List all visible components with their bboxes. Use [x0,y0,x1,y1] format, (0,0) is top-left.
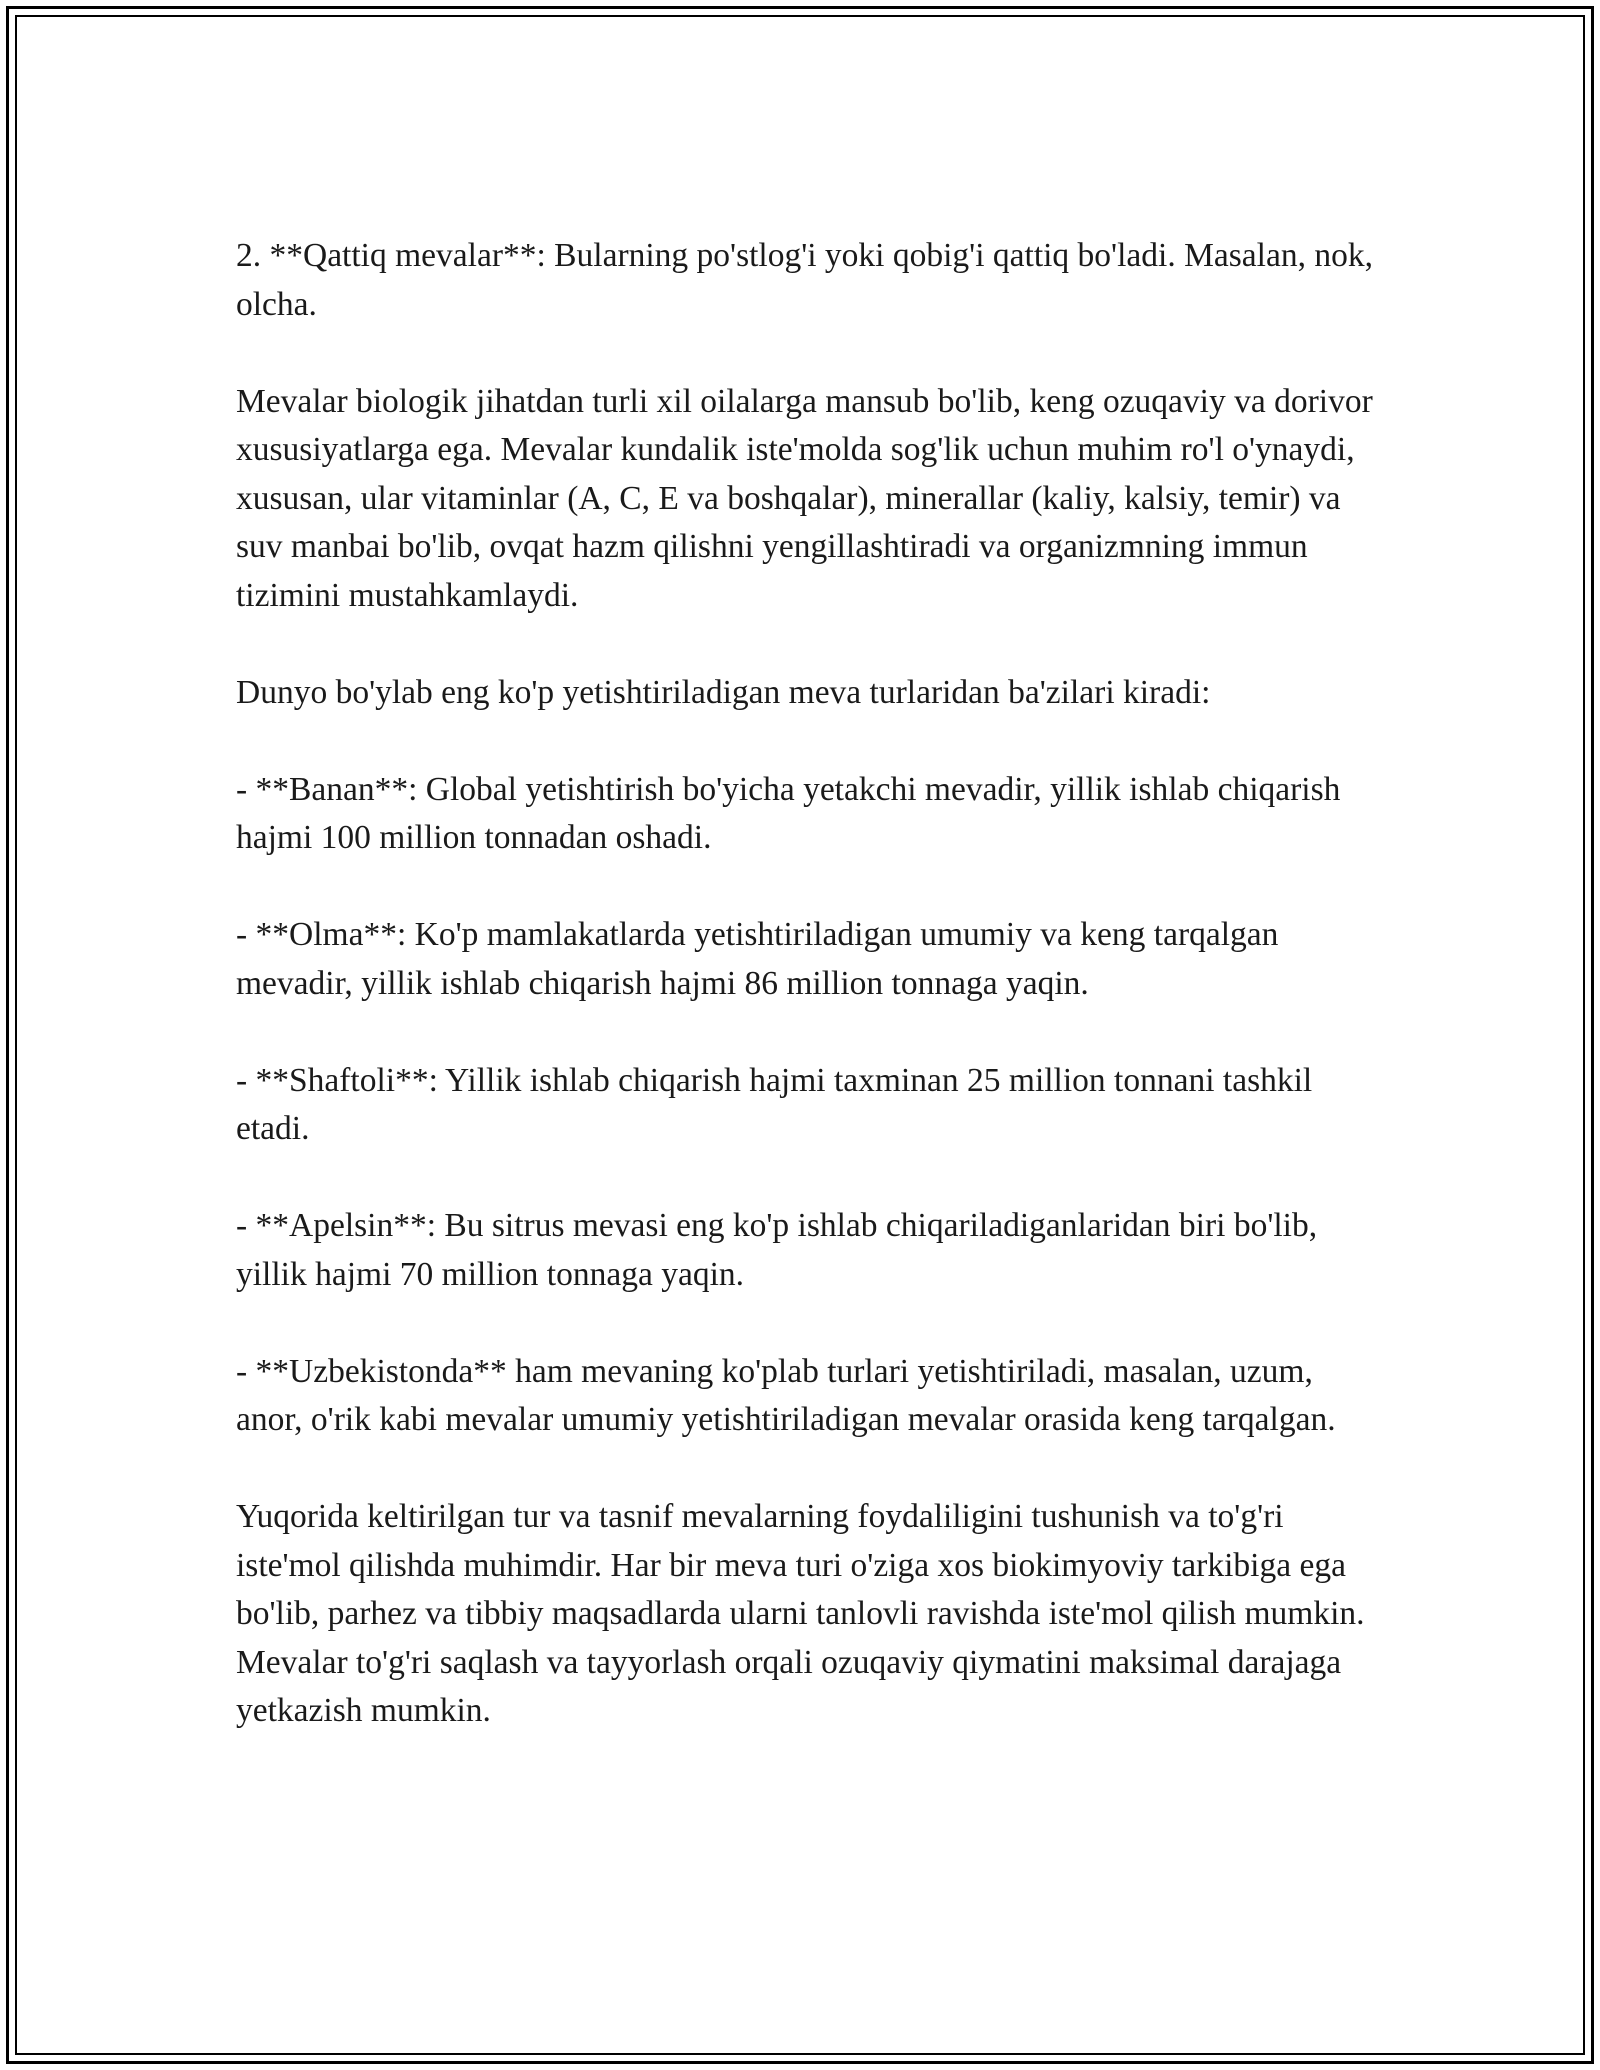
list-item-apelsin: - **Apelsin**: Bu sitrus mevasi eng ko'p ishlab chiqariladiganlaridan biri bo'lib, yillik hajmi 70 million tonnaga yaqin. [236,1207,1318,1293]
list-item-shaftoli: - **Shaftoli**: Yillik ishlab chiqarish hajmi taxminan 25 million tonnani tashkil etadi. [236,1061,1313,1147]
document-body [236,232,1386,1736]
list-item-olma: - **Olma**: Ko'p mamlakatlarda yetishtiriladigan umumiy va keng tarqalgan mevadir, yillik ishlab chiqarish hajmi 86 million tonnaga yaqin. [236,916,1279,1002]
paragraph-dunyo-intro: Dunyo bo'ylab eng ko'p yetishtiriladigan meva turlaridan ba'zilari kiradi: [236,673,1211,711]
list-item-uzbekistonda: - **Uzbekistonda** ham mevaning ko'plab turlari yetishtiriladi, masalan, uzum, anor, o'rik kabi mevalar umumiy yetishtiriladigan mevalar orasida keng tarqalgan. [236,1352,1336,1438]
list-item-banan: - **Banan**: Global yetishtirish bo'yicha yetakchi mevadir, yillik ishlab chiqarish hajmi 100 million tonnadan oshadi. [236,770,1341,856]
paragraph-biologik-xususiyatlar: Mevalar biologik jihatdan turli xil oilalarga mansub bo'lib, keng ozuqaviy va dorivor xususiyatlarga ega. Mevalar kundalik iste'molda sog'lik uchun muhim ro'l o'ynaydi, xususan, ular vitaminlar (A, C, E va boshqalar), minerallar (kaliy, kalsiy, temir) va suv manbai bo'lib, ovqat hazm qilishni yengillashtiradi va organizmning immun tizimini mustahkamlaydi. [236,382,1373,614]
paragraph-xulosa: Yuqorida keltirilgan tur va tasnif mevalarning foydaliligini tushunish va to'g'ri iste'mol qilishda muhimdir. Har bir meva turi o'ziga xos biokimyoviy tarkibiga ega bo'lib, parhez va tibbiy maqsadlarda ularni tanlovli ravishda iste'mol qilish mumkin. Mevalar to'g'ri saqlash va tayyorlash orqali ozuqaviy qiymatini maksimal darajaga yetkazish mumkin. [236,1498,1365,1729]
paragraph-qattiq-mevalar: 2. **Qattiq mevalar**: Bularning po'stlog'i yoki qobig'i qattiq bo'ladi. Masalan, nok, olcha. [236,237,1373,323]
